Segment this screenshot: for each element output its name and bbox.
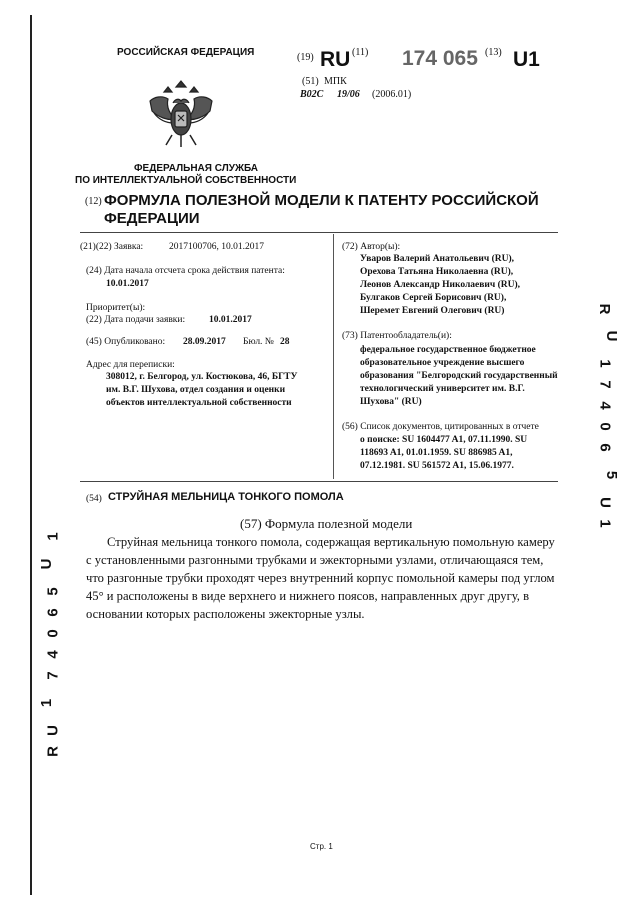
side-char: R [596, 303, 613, 317]
owner-label: (73) Патентообладатель(и): [342, 331, 452, 341]
claims-line-3: что разгонные трубки проходят через внутренний корпус помольной камеры под углом [86, 571, 555, 585]
mpk-class: B02C [300, 89, 324, 100]
filing-label: (22) Дата подачи заявки: [86, 315, 186, 325]
cited-docs-line-2: 118693 A1, 01.01.1959. SU 886985 A1, [360, 448, 513, 458]
document-title-line2: ФЕДЕРАЦИИ [104, 210, 200, 227]
kind-code: U1 [513, 48, 540, 71]
priority-label: Приоритет(ы): [86, 303, 146, 313]
side-char: U [38, 556, 55, 570]
invention-title: СТРУЙНАЯ МЕЛЬНИЦА ТОНКОГО ПОМОЛА [108, 491, 344, 503]
mpk-group: 19/06 [337, 89, 360, 100]
side-char: U [596, 497, 614, 510]
author-5: Шеремет Евгений Олегович (RU) [360, 306, 505, 316]
side-char: 4 [596, 401, 614, 412]
bulletin-value: 28 [280, 337, 290, 347]
owner-line-1: федеральное государственное бюджетное [360, 345, 536, 355]
side-char: 7 [596, 380, 614, 391]
page-number: Стр. 1 [310, 842, 333, 851]
term-value: 10.01.2017 [106, 279, 149, 289]
side-char: 5 [603, 470, 620, 482]
patent-number: 174 065 [402, 47, 478, 70]
author-3: Леонов Александр Николаевич (RU), [360, 280, 521, 290]
inid-51: (51) [302, 76, 319, 87]
country-name: РОССИЙСКАЯ ФЕДЕРАЦИЯ [117, 47, 255, 58]
term-label: (24) Дата начала отсчета срока действия патента: [86, 266, 285, 276]
side-char: 1 [44, 530, 62, 541]
side-code-left [38, 525, 65, 761]
claims-heading: (57) Формула полезной модели [240, 516, 413, 531]
side-char: R [44, 744, 62, 757]
side-char: 6 [596, 443, 614, 454]
address-line-1: 308012, г. Белгород, ул. Костюкова, 46, БГТУ [106, 372, 298, 382]
header-separator [80, 232, 558, 233]
column-divider [333, 234, 334, 479]
agency-name-line2: ПО ИНТЕЛЛЕКТУАЛЬНОЙ СОБСТВЕННОСТИ [75, 175, 297, 186]
claims-line-2: с установленными разгонными трубками и эжекторными узлами, отличающаяся тем, [86, 553, 544, 567]
side-char: 0 [596, 422, 614, 433]
published-value: 28.09.2017 [183, 337, 226, 347]
inid-54: (54) [86, 494, 102, 504]
address-line-3: объектов интеллектуальной собственности [106, 398, 292, 408]
inid-19: (19) [297, 52, 314, 63]
cited-docs-label: (56) Список документов, цитированных в отчете [342, 422, 539, 432]
country-code: RU [320, 48, 351, 71]
agency-name-line1: ФЕДЕРАЛЬНАЯ СЛУЖБА [134, 163, 259, 174]
document-title-line1: ФОРМУЛА ПОЛЕЗНОЙ МОДЕЛИ К ПАТЕНТУ РОССИЙСКОЙ [104, 192, 539, 209]
author-2: Орехова Татьяна Николаевна (RU), [360, 267, 514, 277]
author-1: Уваров Валерий Анатольевич (RU), [360, 254, 515, 264]
side-char: 1 [596, 519, 614, 530]
side-char: 0 [44, 627, 62, 638]
mpk-label: МПК [324, 76, 347, 87]
author-4: Булгаков Сергей Борисович (RU), [360, 293, 507, 303]
side-char: 7 [44, 669, 62, 680]
claims-line-1: Струйная мельница тонкого помола, содержащая вертикальную помольную камеру [107, 535, 555, 549]
filing-value: 10.01.2017 [209, 315, 252, 325]
side-char: 6 [44, 606, 62, 617]
bulletin-label: Бюл. № [243, 337, 274, 347]
side-char: 4 [44, 648, 62, 659]
side-char: U [44, 723, 62, 736]
coat-of-arms-emblem [140, 75, 222, 157]
inid-12: (12) [85, 196, 102, 207]
application-value: 2017100706, 10.01.2017 [169, 242, 264, 252]
side-char: 1 [38, 696, 55, 708]
side-char: 1 [596, 359, 614, 370]
authors-label: (72) Автор(ы): [342, 242, 401, 252]
inid-13: (13) [485, 47, 502, 58]
owner-line-5: Шухова" (RU) [360, 397, 422, 407]
cited-docs-line-3: 07.12.1981. SU 561572 A1, 15.06.1977. [360, 461, 514, 471]
side-code-right [593, 300, 620, 535]
owner-line-3: образования "Белгородский государственный [360, 371, 558, 381]
owner-line-2: образовательное учреждение высшего [360, 358, 525, 368]
application-label: (21)(22) Заявка: [80, 242, 144, 252]
mpk-version: (2006.01) [372, 89, 412, 100]
inid-11: (11) [352, 47, 369, 58]
claims-line-4: 45° и расположены в виде верхнего и нижнего поясов, направленных друг другу, в [86, 589, 530, 603]
side-char: 5 [44, 585, 62, 596]
side-char: U [603, 330, 620, 344]
address-line-2: им. В.Г. Шухова, отдел создания и оценки [106, 385, 286, 395]
claims-line-5: основании которых расположены эжекторные узлы. [86, 607, 365, 621]
address-label: Адрес для переписки: [86, 360, 175, 370]
published-label: (45) Опубликовано: [86, 337, 166, 347]
bibliographic-separator [80, 481, 558, 482]
cited-docs-line-1: о поиске: SU 1604477 A1, 07.11.1990. SU [360, 435, 528, 445]
owner-line-4: технологический университет им. В.Г. [360, 384, 525, 394]
left-margin-line [30, 15, 32, 895]
